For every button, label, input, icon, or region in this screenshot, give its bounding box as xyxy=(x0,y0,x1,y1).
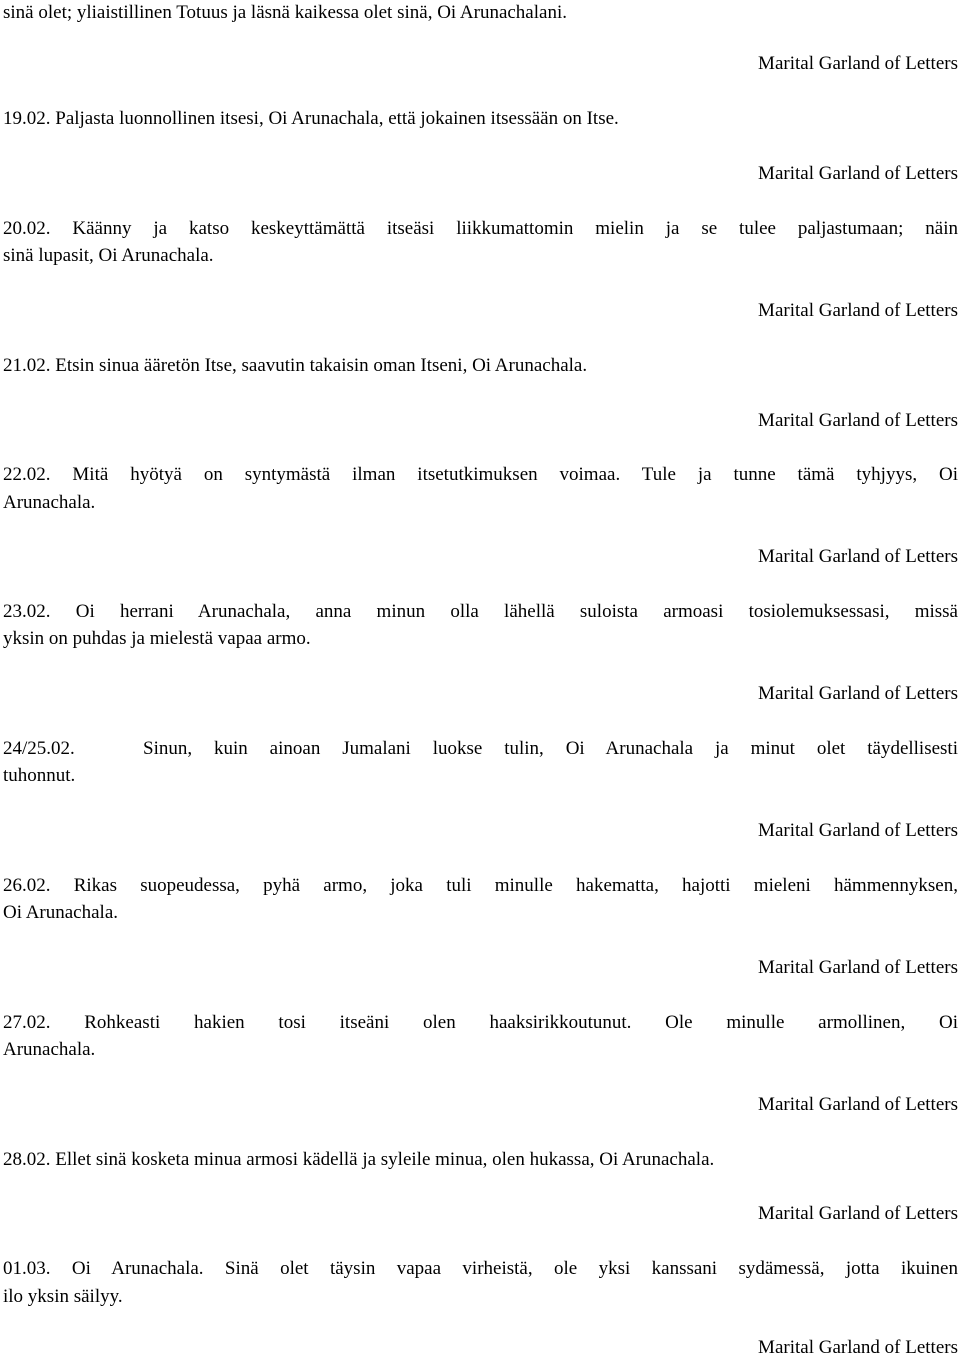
entry-date: 24/25.02. xyxy=(3,738,75,759)
entry-line: tuhonnut. xyxy=(3,765,76,786)
source-attribution: Marital Garland of Letters xyxy=(758,300,958,321)
entry-line: Oi Arunachala. xyxy=(3,902,119,923)
entry-line: Arunachala. xyxy=(3,492,96,513)
source-attribution: Marital Garland of Letters xyxy=(758,546,958,567)
entry-line xyxy=(3,738,958,760)
entry-line: 28.02. Ellet sinä kosketa minua armosi kädellä ja syleile minua, olen hukassa, Oi Arunachala. xyxy=(3,1149,715,1170)
source-attribution: Marital Garland of Letters xyxy=(758,957,958,978)
entry-line: 27.02. Rohkeasti hakien tosi itseäni olen haaksirikkoutunut. Ole minulle armollinen, Oi xyxy=(3,1012,958,1033)
source-attribution: Marital Garland of Letters xyxy=(758,410,958,431)
source-attribution: Marital Garland of Letters xyxy=(758,53,958,74)
source-attribution: Marital Garland of Letters xyxy=(758,1094,958,1115)
source-attribution: Marital Garland of Letters xyxy=(758,683,958,704)
entry-line: ilo yksin säilyy. xyxy=(3,1286,123,1307)
entry-line: sinä lupasit, Oi Arunachala. xyxy=(3,245,214,266)
entry-line: 01.03. Oi Arunachala. Sinä olet täysin vapaa virheistä, ole yksi kanssani sydämessä, jotta ikuinen xyxy=(3,1258,958,1279)
entry-text: Sinun, kuin ainoan Jumalani luokse tulin, Oi Arunachala ja minut olet täydellisesti xyxy=(143,738,958,759)
source-attribution: Marital Garland of Letters xyxy=(758,1337,958,1358)
entry-line: 22.02. Mitä hyötyä on syntymästä ilman itsetutkimuksen voimaa. Tule ja tunne tämä tyhjyys, Oi xyxy=(3,464,958,485)
source-attribution: Marital Garland of Letters xyxy=(758,163,958,184)
source-attribution: Marital Garland of Letters xyxy=(758,1203,958,1224)
entry-line: 26.02. Rikas suopeudessa, pyhä armo, joka tuli minulle hakematta, hajotti mieleni hämmennyksen, xyxy=(3,875,958,896)
entry-line: sinä olet; yliaistillinen Totuus ja läsnä kaikessa olet sinä, Oi Arunachalani. xyxy=(3,2,567,23)
entry-line: Arunachala. xyxy=(3,1039,96,1060)
entry-line: 19.02. Paljasta luonnollinen itsesi, Oi Arunachala, että jokainen itsessään on Itse. xyxy=(3,108,619,129)
entry-line: 23.02. Oi herrani Arunachala, anna minun olla lähellä suloista armoasi tosiolemuksessasi, missä xyxy=(3,601,958,622)
entry-line: yksin on puhdas ja mielestä vapaa armo. xyxy=(3,628,311,649)
source-attribution: Marital Garland of Letters xyxy=(758,820,958,841)
entry-line: 21.02. Etsin sinua ääretön Itse, saavutin takaisin oman Itseni, Oi Arunachala. xyxy=(3,355,588,376)
entry-line: 20.02. Käänny ja katso keskeyttämättä itseäsi liikkumattomin mielin ja se tulee paljastumaan; näin xyxy=(3,218,958,239)
